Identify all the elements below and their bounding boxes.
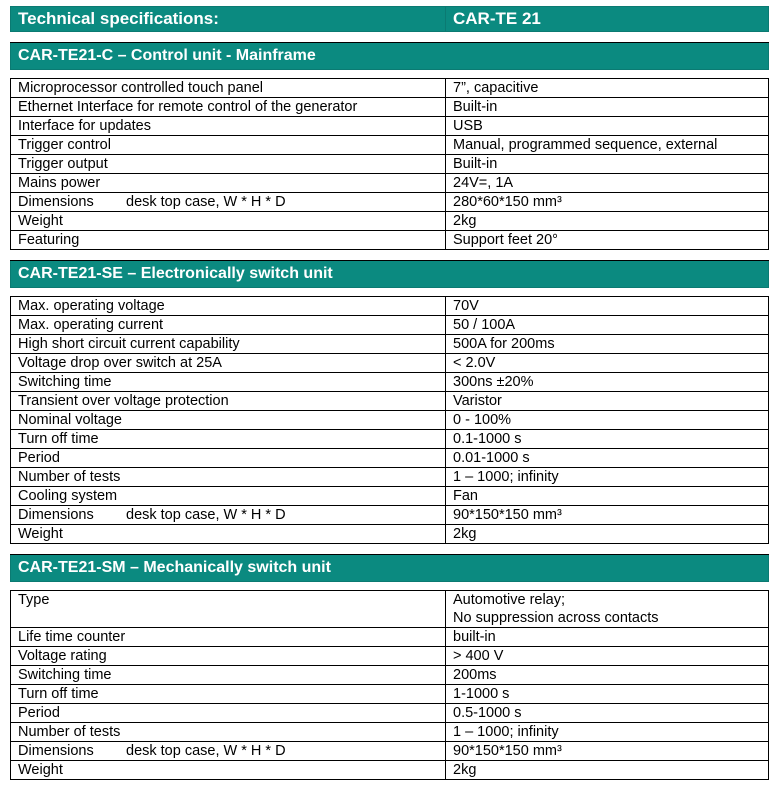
spec-label: Weight <box>18 213 63 229</box>
spec-row <box>11 297 769 316</box>
spec-value: Automotive relay; <box>453 592 566 608</box>
spec-sublabel: desk top case, W * H * D <box>126 507 286 523</box>
value-cell <box>446 628 769 647</box>
spec-table <box>10 6 769 780</box>
value-cell <box>446 723 769 742</box>
spec-value: 300ns ±20% <box>453 374 534 390</box>
value-cell <box>446 742 769 761</box>
value-cell <box>446 335 769 354</box>
value-cell <box>446 212 769 231</box>
label-cell <box>11 591 446 628</box>
spec-label: Max. operating voltage <box>18 298 165 314</box>
spec-label: Trigger output <box>18 156 108 172</box>
spec-row <box>11 506 769 525</box>
spec-label: Interface for updates <box>18 118 151 134</box>
spec-value: 0 - 100% <box>453 412 512 428</box>
spec-row <box>11 666 769 685</box>
spec-value: 7”, capacitive <box>453 80 539 96</box>
value-cell <box>446 174 769 193</box>
spec-row <box>11 117 769 136</box>
spec-row <box>11 136 769 155</box>
label-cell <box>11 742 446 761</box>
value-cell <box>446 392 769 411</box>
spec-row <box>11 628 769 647</box>
spec-row <box>11 685 769 704</box>
spec-value: Manual, programmed sequence, external <box>453 137 718 153</box>
spec-row <box>11 79 769 98</box>
spec-label: Ethernet Interface for remote control of the generator <box>18 99 358 115</box>
value-cell <box>446 136 769 155</box>
spec-value: 0.01-1000 s <box>453 450 530 466</box>
label-cell <box>11 98 446 117</box>
spec-row <box>11 761 769 780</box>
gap-cell <box>11 250 769 261</box>
value-cell <box>446 704 769 723</box>
spec-value: 0.1-1000 s <box>453 431 522 447</box>
spec-row <box>11 723 769 742</box>
value-cell <box>446 506 769 525</box>
section-spacer <box>11 70 769 79</box>
value-cell <box>446 155 769 174</box>
value-cell <box>446 79 769 98</box>
section-header <box>11 261 769 288</box>
spec-row <box>11 742 769 761</box>
spec-row <box>11 647 769 666</box>
spec-label: Dimensions <box>18 743 94 759</box>
section-gap <box>11 544 769 555</box>
section-gap <box>11 32 769 43</box>
section-title: CAR-TE21-SM – Mechanically switch unit <box>11 555 769 582</box>
label-cell <box>11 354 446 373</box>
spec-label: Weight <box>18 526 63 542</box>
section-spacer <box>11 288 769 297</box>
spec-value: 2kg <box>453 526 477 542</box>
label-cell <box>11 685 446 704</box>
spec-label: Voltage drop over switch at 25A <box>18 355 222 371</box>
spec-value: > 400 V <box>453 648 504 664</box>
spacer-cell <box>11 70 769 79</box>
spec-label: Max. operating current <box>18 317 164 333</box>
model-cell: CAR-TE 21 <box>446 7 769 32</box>
label-cell <box>11 506 446 525</box>
label-cell <box>11 316 446 335</box>
spec-label: Trigger control <box>18 137 111 153</box>
spec-label: Dimensions <box>18 507 94 523</box>
spec-value: built-in <box>453 629 496 645</box>
label-cell <box>11 174 446 193</box>
section-header <box>11 555 769 582</box>
spec-value: 70V <box>453 298 479 314</box>
spec-value: < 2.0V <box>453 355 496 371</box>
spec-row <box>11 411 769 430</box>
section-gap <box>11 250 769 261</box>
label-cell <box>11 373 446 392</box>
value-cell <box>446 231 769 250</box>
label-cell <box>11 647 446 666</box>
value-cell <box>446 685 769 704</box>
spec-value: 1 – 1000; infinity <box>453 724 559 740</box>
label-cell <box>11 628 446 647</box>
spec-value-line2: No suppression across contacts <box>453 610 659 626</box>
label-cell <box>11 335 446 354</box>
label-cell <box>11 468 446 487</box>
spec-row <box>11 155 769 174</box>
spec-row <box>11 392 769 411</box>
value-cell <box>446 525 769 544</box>
spec-value: Built-in <box>453 156 498 172</box>
spec-label: Number of tests <box>18 724 121 740</box>
spec-label: Cooling system <box>18 488 118 504</box>
spec-value: Support feet 20° <box>453 232 558 248</box>
value-cell <box>446 297 769 316</box>
label-cell <box>11 193 446 212</box>
spec-row <box>11 316 769 335</box>
spec-value: 500A for 200ms <box>453 336 555 352</box>
label-cell <box>11 231 446 250</box>
spec-label: Period <box>18 450 60 466</box>
value-cell <box>446 487 769 506</box>
spec-row <box>11 373 769 392</box>
spec-label: Featuring <box>18 232 80 248</box>
spec-value: 200ms <box>453 667 497 683</box>
spacer-cell <box>11 288 769 297</box>
value-cell <box>446 411 769 430</box>
gap-cell <box>11 32 769 43</box>
value-cell <box>446 647 769 666</box>
section-header <box>11 43 769 70</box>
spec-value: 0.5-1000 s <box>453 705 522 721</box>
value-cell <box>446 666 769 685</box>
title-cell: Technical specifications: <box>11 7 446 32</box>
spec-label: Period <box>18 705 60 721</box>
value-cell <box>446 316 769 335</box>
section-title: CAR-TE21-SE – Electronically switch unit <box>11 261 769 288</box>
spec-value: Varistor <box>453 393 502 409</box>
spec-row <box>11 487 769 506</box>
spec-label: Microprocessor controlled touch panel <box>18 80 264 96</box>
value-cell <box>446 591 769 628</box>
spec-row <box>11 468 769 487</box>
title-row <box>11 7 769 32</box>
value-cell <box>446 373 769 392</box>
spec-sheet <box>10 6 768 780</box>
label-cell <box>11 525 446 544</box>
value-cell <box>446 468 769 487</box>
spec-row <box>11 335 769 354</box>
value-cell <box>446 98 769 117</box>
gap-cell <box>11 544 769 555</box>
spec-value: 2kg <box>453 213 477 229</box>
label-cell <box>11 155 446 174</box>
spec-row <box>11 525 769 544</box>
spec-row <box>11 231 769 250</box>
spec-value: 90*150*150 mm³ <box>453 743 562 759</box>
spacer-cell <box>11 582 769 591</box>
label-cell <box>11 136 446 155</box>
spec-label: Transient over voltage protection <box>18 393 229 409</box>
value-cell <box>446 761 769 780</box>
value-cell <box>446 193 769 212</box>
label-cell <box>11 449 446 468</box>
spec-label: Number of tests <box>18 469 121 485</box>
spec-label: Weight <box>18 762 63 778</box>
section-title: CAR-TE21-C – Control unit - Mainframe <box>11 43 769 70</box>
label-cell <box>11 723 446 742</box>
spec-value: 280*60*150 mm³ <box>453 194 562 210</box>
label-cell <box>11 430 446 449</box>
spec-value: 24V=, 1A <box>453 175 514 191</box>
spec-value: Built-in <box>453 99 498 115</box>
section-spacer <box>11 582 769 591</box>
spec-label: Type <box>18 592 50 608</box>
spec-label: Life time counter <box>18 629 126 645</box>
label-cell <box>11 297 446 316</box>
label-cell <box>11 704 446 723</box>
value-cell <box>446 449 769 468</box>
label-cell <box>11 392 446 411</box>
label-cell <box>11 212 446 231</box>
value-cell <box>446 430 769 449</box>
spec-row <box>11 212 769 231</box>
spec-row <box>11 430 769 449</box>
spec-value: 50 / 100A <box>453 317 516 333</box>
spec-sublabel: desk top case, W * H * D <box>126 743 286 759</box>
spec-value: Fan <box>453 488 478 504</box>
spec-label: High short circuit current capability <box>18 336 240 352</box>
spec-row <box>11 704 769 723</box>
spec-row <box>11 591 769 628</box>
spec-row <box>11 174 769 193</box>
spec-label: Switching time <box>18 667 112 683</box>
spec-label: Dimensions <box>18 194 94 210</box>
spec-row <box>11 193 769 212</box>
value-cell <box>446 117 769 136</box>
spec-value: 1-1000 s <box>453 686 510 702</box>
spec-label: Mains power <box>18 175 101 191</box>
spec-value: 1 – 1000; infinity <box>453 469 559 485</box>
spec-sublabel: desk top case, W * H * D <box>126 194 286 210</box>
label-cell <box>11 117 446 136</box>
spec-row <box>11 354 769 373</box>
spec-row <box>11 449 769 468</box>
spec-label: Turn off time <box>18 431 99 447</box>
label-cell <box>11 411 446 430</box>
spec-value: 90*150*150 mm³ <box>453 507 562 523</box>
spec-label: Turn off time <box>18 686 99 702</box>
label-cell <box>11 487 446 506</box>
label-cell <box>11 761 446 780</box>
value-cell <box>446 354 769 373</box>
spec-label: Switching time <box>18 374 112 390</box>
label-cell <box>11 79 446 98</box>
spec-label: Voltage rating <box>18 648 107 664</box>
spec-value: 2kg <box>453 762 477 778</box>
spec-row <box>11 98 769 117</box>
spec-value: USB <box>453 118 483 134</box>
label-cell <box>11 666 446 685</box>
spec-label: Nominal voltage <box>18 412 122 428</box>
